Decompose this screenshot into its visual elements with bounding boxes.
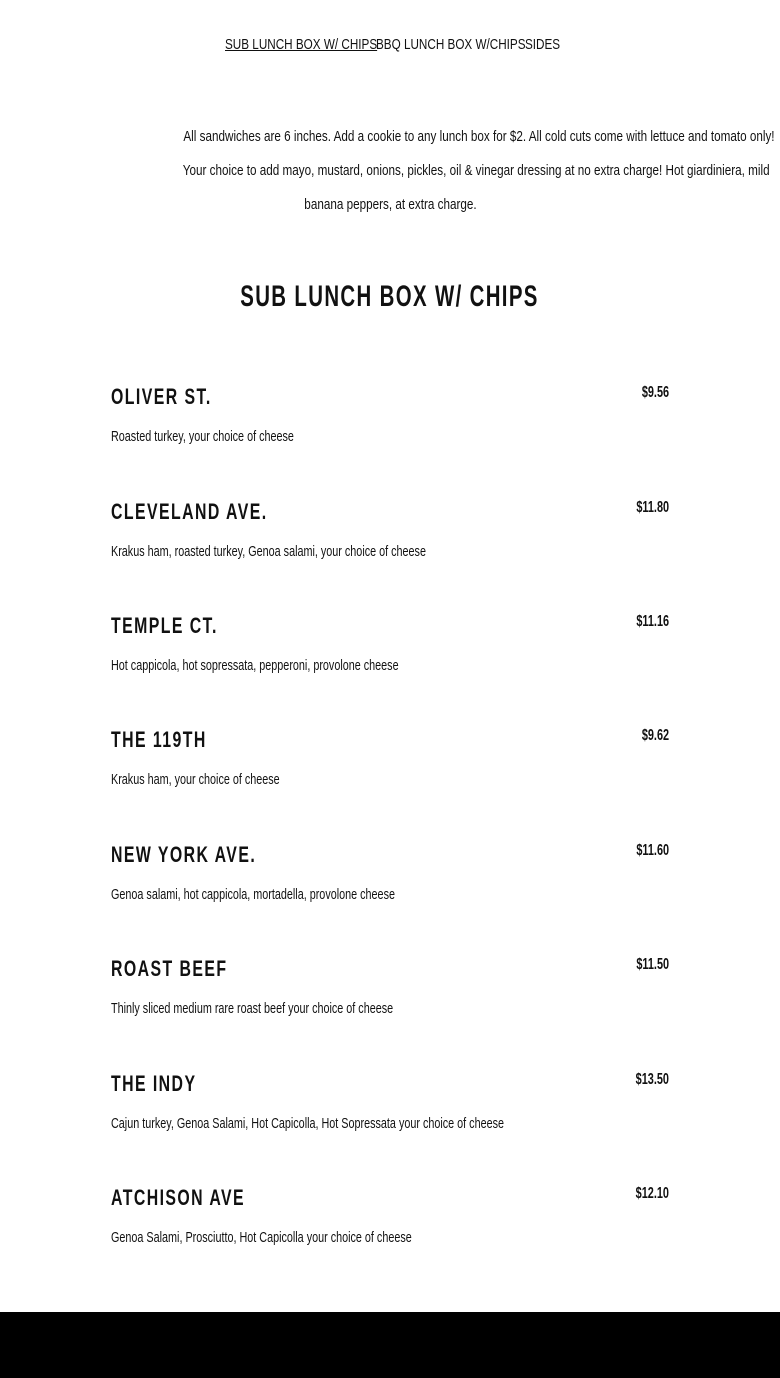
item-price: $9.62 (641, 727, 669, 744)
intro-line-1: All sandwiches are 6 inches. Add a cookie to any lunch box for $2. All cold cuts come with lettuce and tomato only! (183, 128, 775, 145)
menu-item (111, 727, 669, 817)
item-price: $9.56 (641, 384, 669, 401)
item-description: Hot cappicola, hot sopressata, pepperoni, provolone cheese (111, 657, 399, 674)
item-name: ROAST BEEF (111, 956, 228, 981)
item-price: $11.60 (636, 842, 669, 859)
menu-item (111, 842, 669, 932)
menu-item (111, 499, 669, 589)
menu-nav (225, 36, 561, 58)
menu-item (111, 1185, 669, 1275)
item-description: Krakus ham, roasted turkey, Genoa salami, your choice of cheese (111, 543, 426, 560)
item-description: Genoa salami, hot cappicola, mortadella, provolone cheese (111, 886, 395, 903)
item-name: THE INDY (111, 1071, 197, 1096)
section-title: SUB LUNCH BOX W/ CHIPS (240, 280, 540, 313)
nav-sub-lunch-box[interactable]: SUB LUNCH BOX W/ CHIPS (225, 36, 378, 53)
intro-line-2: Your choice to add mayo, mustard, onions, pickles, oil & vinegar dressing at no extra charge! Hot giardiniera, mild (182, 162, 770, 179)
footer-bar (0, 1312, 780, 1378)
menu-item (111, 613, 669, 703)
intro-line-3: banana peppers, at extra charge. (303, 196, 477, 213)
nav-bbq-lunch-box[interactable]: BBQ LUNCH BOX W/CHIPS (376, 36, 526, 53)
item-price: $11.80 (636, 499, 669, 516)
item-description: Genoa Salami, Prosciutto, Hot Capicolla your choice of cheese (111, 1229, 412, 1246)
item-name: TEMPLE CT. (111, 613, 218, 638)
item-description: Krakus ham, your choice of cheese (111, 771, 280, 788)
item-description: Roasted turkey, your choice of cheese (111, 428, 294, 445)
item-name: ATCHISON AVE (111, 1185, 246, 1210)
item-price: $11.16 (636, 613, 669, 630)
item-description: Thinly sliced medium rare roast beef your choice of cheese (111, 1000, 394, 1017)
nav-sides[interactable]: SIDES (525, 36, 561, 53)
item-price: $13.50 (635, 1071, 669, 1088)
menu-item (111, 956, 669, 1046)
menu-item (111, 384, 669, 474)
item-name: THE 119TH (111, 727, 207, 752)
item-price: $12.10 (635, 1185, 669, 1202)
item-description: Cajun turkey, Genoa Salami, Hot Capicolla, Hot Sopressata your choice of cheese (111, 1115, 505, 1132)
item-price: $11.50 (636, 956, 669, 973)
item-name: NEW YORK AVE. (111, 842, 257, 867)
menu-item (111, 1071, 669, 1161)
menu-intro (100, 120, 775, 222)
item-name: OLIVER ST. (111, 384, 212, 409)
item-name: CLEVELAND AVE. (111, 499, 268, 524)
